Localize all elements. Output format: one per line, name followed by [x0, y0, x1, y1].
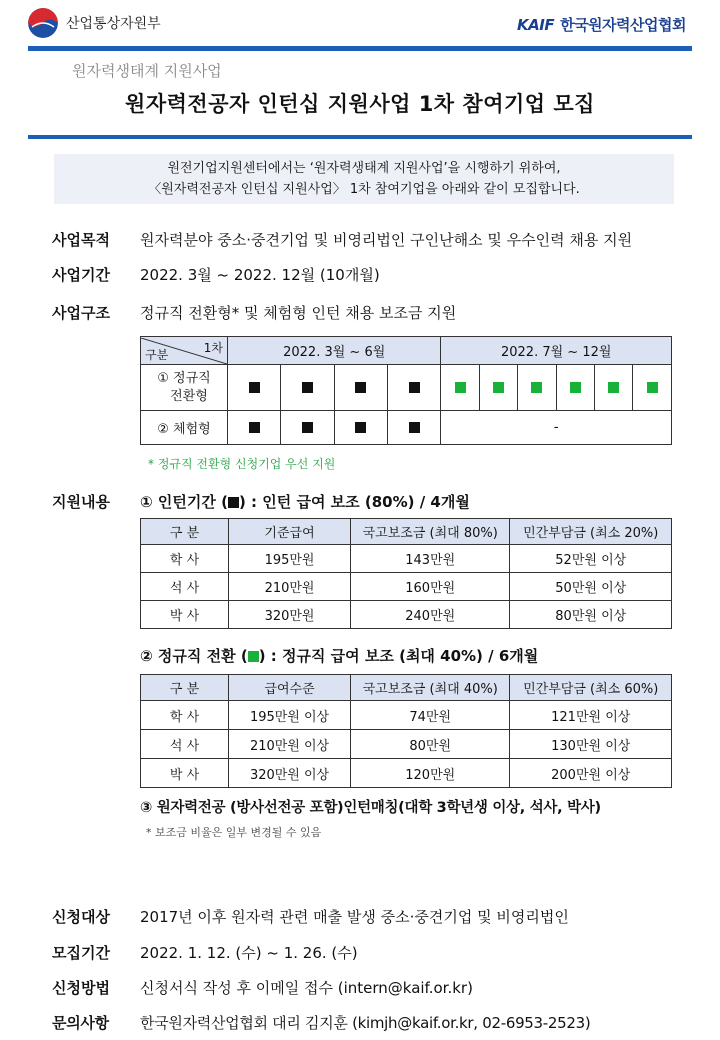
- table-cell: 80만원 이상: [510, 601, 672, 629]
- structure-corner-top: 1차: [203, 340, 223, 355]
- period-label: 사업기간: [52, 266, 110, 284]
- table-row: [141, 601, 672, 629]
- support-sub-2-pre: ② 정규직 전환 (: [140, 647, 248, 665]
- contact-label: 문의사항: [52, 1014, 109, 1032]
- table-cell: 160만원: [350, 573, 510, 601]
- intro-line-2: 〈원자력전공자 인턴십 지원사업〉 1차 참여기업을 아래와 같이 모집합니다.: [148, 182, 580, 197]
- structure-value: 정규직 전환형* 및 체험형 인턴 채용 보조금 지원: [140, 304, 457, 322]
- support-note: * 보조금 비율은 일부 변경될 수 있음: [146, 826, 322, 839]
- table-header: 구 분: [141, 675, 229, 701]
- table-cell: 학 사: [141, 545, 229, 573]
- method-row: [52, 977, 473, 998]
- black-square-icon: [409, 382, 420, 393]
- table-header: 급여수준: [229, 675, 351, 701]
- table-header: 국고보조금 (최대 40%): [350, 675, 510, 701]
- purpose-row: [52, 229, 632, 250]
- table-cell: 210만원: [229, 573, 351, 601]
- table-row: [141, 701, 672, 730]
- support-sub-1-post: ) : 인턴 급여 보조 (80%) / 4개월: [238, 493, 470, 511]
- structure-corner-bottom: 구분: [145, 347, 169, 362]
- purpose-value: 원자력분야 중소·중견기업 및 비영리법인 구인난해소 및 우수인력 채용 지원: [140, 231, 633, 249]
- structure-corner-cell: [141, 337, 228, 365]
- support-sub-2: [140, 645, 538, 666]
- table-cell: 학 사: [141, 701, 229, 730]
- table-cell: 120만원: [350, 759, 510, 788]
- green-square-icon: [455, 382, 466, 393]
- regular-pay-table: [140, 674, 672, 788]
- green-square-icon: [531, 382, 542, 393]
- structure-row-1-line-2: 전환형: [170, 388, 208, 404]
- black-square-icon: [355, 382, 366, 393]
- method-label: 신청방법: [52, 979, 110, 997]
- structure-row-2-dash: -: [441, 411, 672, 445]
- table-row: [141, 545, 672, 573]
- table-cell: 210만원 이상: [229, 730, 351, 759]
- black-square-icon: [302, 422, 313, 433]
- green-square-icon: [608, 382, 619, 393]
- black-square-icon: [228, 497, 239, 508]
- table-cell: 80만원: [350, 730, 510, 759]
- structure-row-2-label: ② 체험형: [141, 411, 228, 445]
- table-cell: 320만원 이상: [229, 759, 351, 788]
- green-square-icon: [248, 651, 259, 662]
- recruit-value: 2022. 1. 12. (수) ~ 1. 26. (수): [140, 944, 358, 962]
- table-header: 민간부담금 (최소 60%): [510, 675, 672, 701]
- black-square-icon: [249, 382, 260, 393]
- table-cell: 석 사: [141, 573, 229, 601]
- black-square-icon: [409, 422, 420, 433]
- contact-row: [52, 1012, 590, 1033]
- government-emblem-icon: [28, 8, 58, 38]
- intro-box: [54, 154, 674, 204]
- table-cell: 52만원 이상: [510, 545, 672, 573]
- kaif-name: 한국원자력산업협회: [560, 16, 686, 34]
- table-row: [141, 573, 672, 601]
- table-header: 기준급여: [229, 519, 351, 545]
- table-cell: 195만원: [229, 545, 351, 573]
- kaif-logo: [517, 14, 686, 35]
- table-cell: 143만원: [350, 545, 510, 573]
- table-cell: 200만원 이상: [510, 759, 672, 788]
- support-sub-2-post: ) : 정규직 급여 보조 (최대 40%) / 6개월: [258, 647, 539, 665]
- support-label: 지원내용: [52, 493, 110, 511]
- page-header: [0, 0, 720, 46]
- green-square-icon: [493, 382, 504, 393]
- structure-period-2: 2022. 7월 ~ 12월: [441, 337, 672, 365]
- intern-pay-table: [140, 518, 672, 629]
- table-cell: 320만원: [229, 601, 351, 629]
- table-cell: 석 사: [141, 730, 229, 759]
- page-subtitle: 원자력생태계 지원사업: [72, 62, 222, 80]
- structure-table: [140, 336, 672, 445]
- intro-line-1: 원전기업지원센터에서는 ‘원자력생태계 지원사업’을 시행하기 위하여,: [167, 161, 561, 176]
- table-header: 민간부담금 (최소 20%): [510, 519, 672, 545]
- table-cell: 240만원: [350, 601, 510, 629]
- table-cell: 130만원 이상: [510, 730, 672, 759]
- page-title: 원자력전공자 인턴십 지원사업 1차 참여기업 모집: [125, 92, 595, 116]
- target-label: 신청대상: [52, 908, 110, 926]
- support-sub-1-pre: ① 인턴기간 (: [140, 493, 228, 511]
- table-cell: 박 사: [141, 759, 229, 788]
- green-square-icon: [570, 382, 581, 393]
- recruit-label: 모집기간: [52, 944, 110, 962]
- support-row: [52, 491, 140, 512]
- support-sub-1: [140, 491, 470, 512]
- table-cell: 121만원 이상: [510, 701, 672, 730]
- structure-row-1-label: [141, 365, 228, 411]
- structure-row: [52, 302, 456, 323]
- black-square-icon: [302, 382, 313, 393]
- contact-value: 한국원자력산업협회 대리 김지훈 (kimjh@kaif.or.kr, 02-6953-2523): [140, 1014, 591, 1032]
- table-header: 구 분: [141, 519, 229, 545]
- table-cell: 195만원 이상: [229, 701, 351, 730]
- target-row: [52, 906, 569, 927]
- structure-row-1-line-1: ① 정규직: [157, 370, 211, 386]
- government-ministry-name: 산업통상자원부: [66, 16, 161, 32]
- table-header: 국고보조금 (최대 80%): [350, 519, 510, 545]
- period-value: 2022. 3월 ~ 2022. 12월 (10개월): [140, 266, 380, 284]
- structure-period-1: 2022. 3월 ~ 6월: [228, 337, 441, 365]
- structure-label: 사업구조: [52, 304, 110, 322]
- green-square-icon: [647, 382, 658, 393]
- support-sub-3: ③ 원자력전공 (방사선전공 포함)인턴매칭(대학 3학년생 이상, 석사, 박사): [140, 800, 601, 816]
- method-value: 신청서식 작성 후 이메일 접수 (intern@kaif.or.kr): [140, 979, 473, 997]
- title-divider: [28, 135, 692, 139]
- period-row: [52, 264, 380, 285]
- header-divider: [28, 46, 692, 51]
- structure-note: * 정규직 전환형 신청기업 우선 지원: [148, 457, 336, 471]
- table-cell: 박 사: [141, 601, 229, 629]
- recruit-row: [52, 942, 358, 963]
- black-square-icon: [249, 422, 260, 433]
- table-row: [141, 730, 672, 759]
- kaif-mark: KAIF: [517, 16, 555, 34]
- black-square-icon: [355, 422, 366, 433]
- table-cell: 50만원 이상: [510, 573, 672, 601]
- table-row: [141, 759, 672, 788]
- table-cell: 74만원: [350, 701, 510, 730]
- target-value: 2017년 이후 원자력 관련 매출 발생 중소·중견기업 및 비영리법인: [140, 908, 569, 926]
- purpose-label: 사업목적: [52, 231, 110, 249]
